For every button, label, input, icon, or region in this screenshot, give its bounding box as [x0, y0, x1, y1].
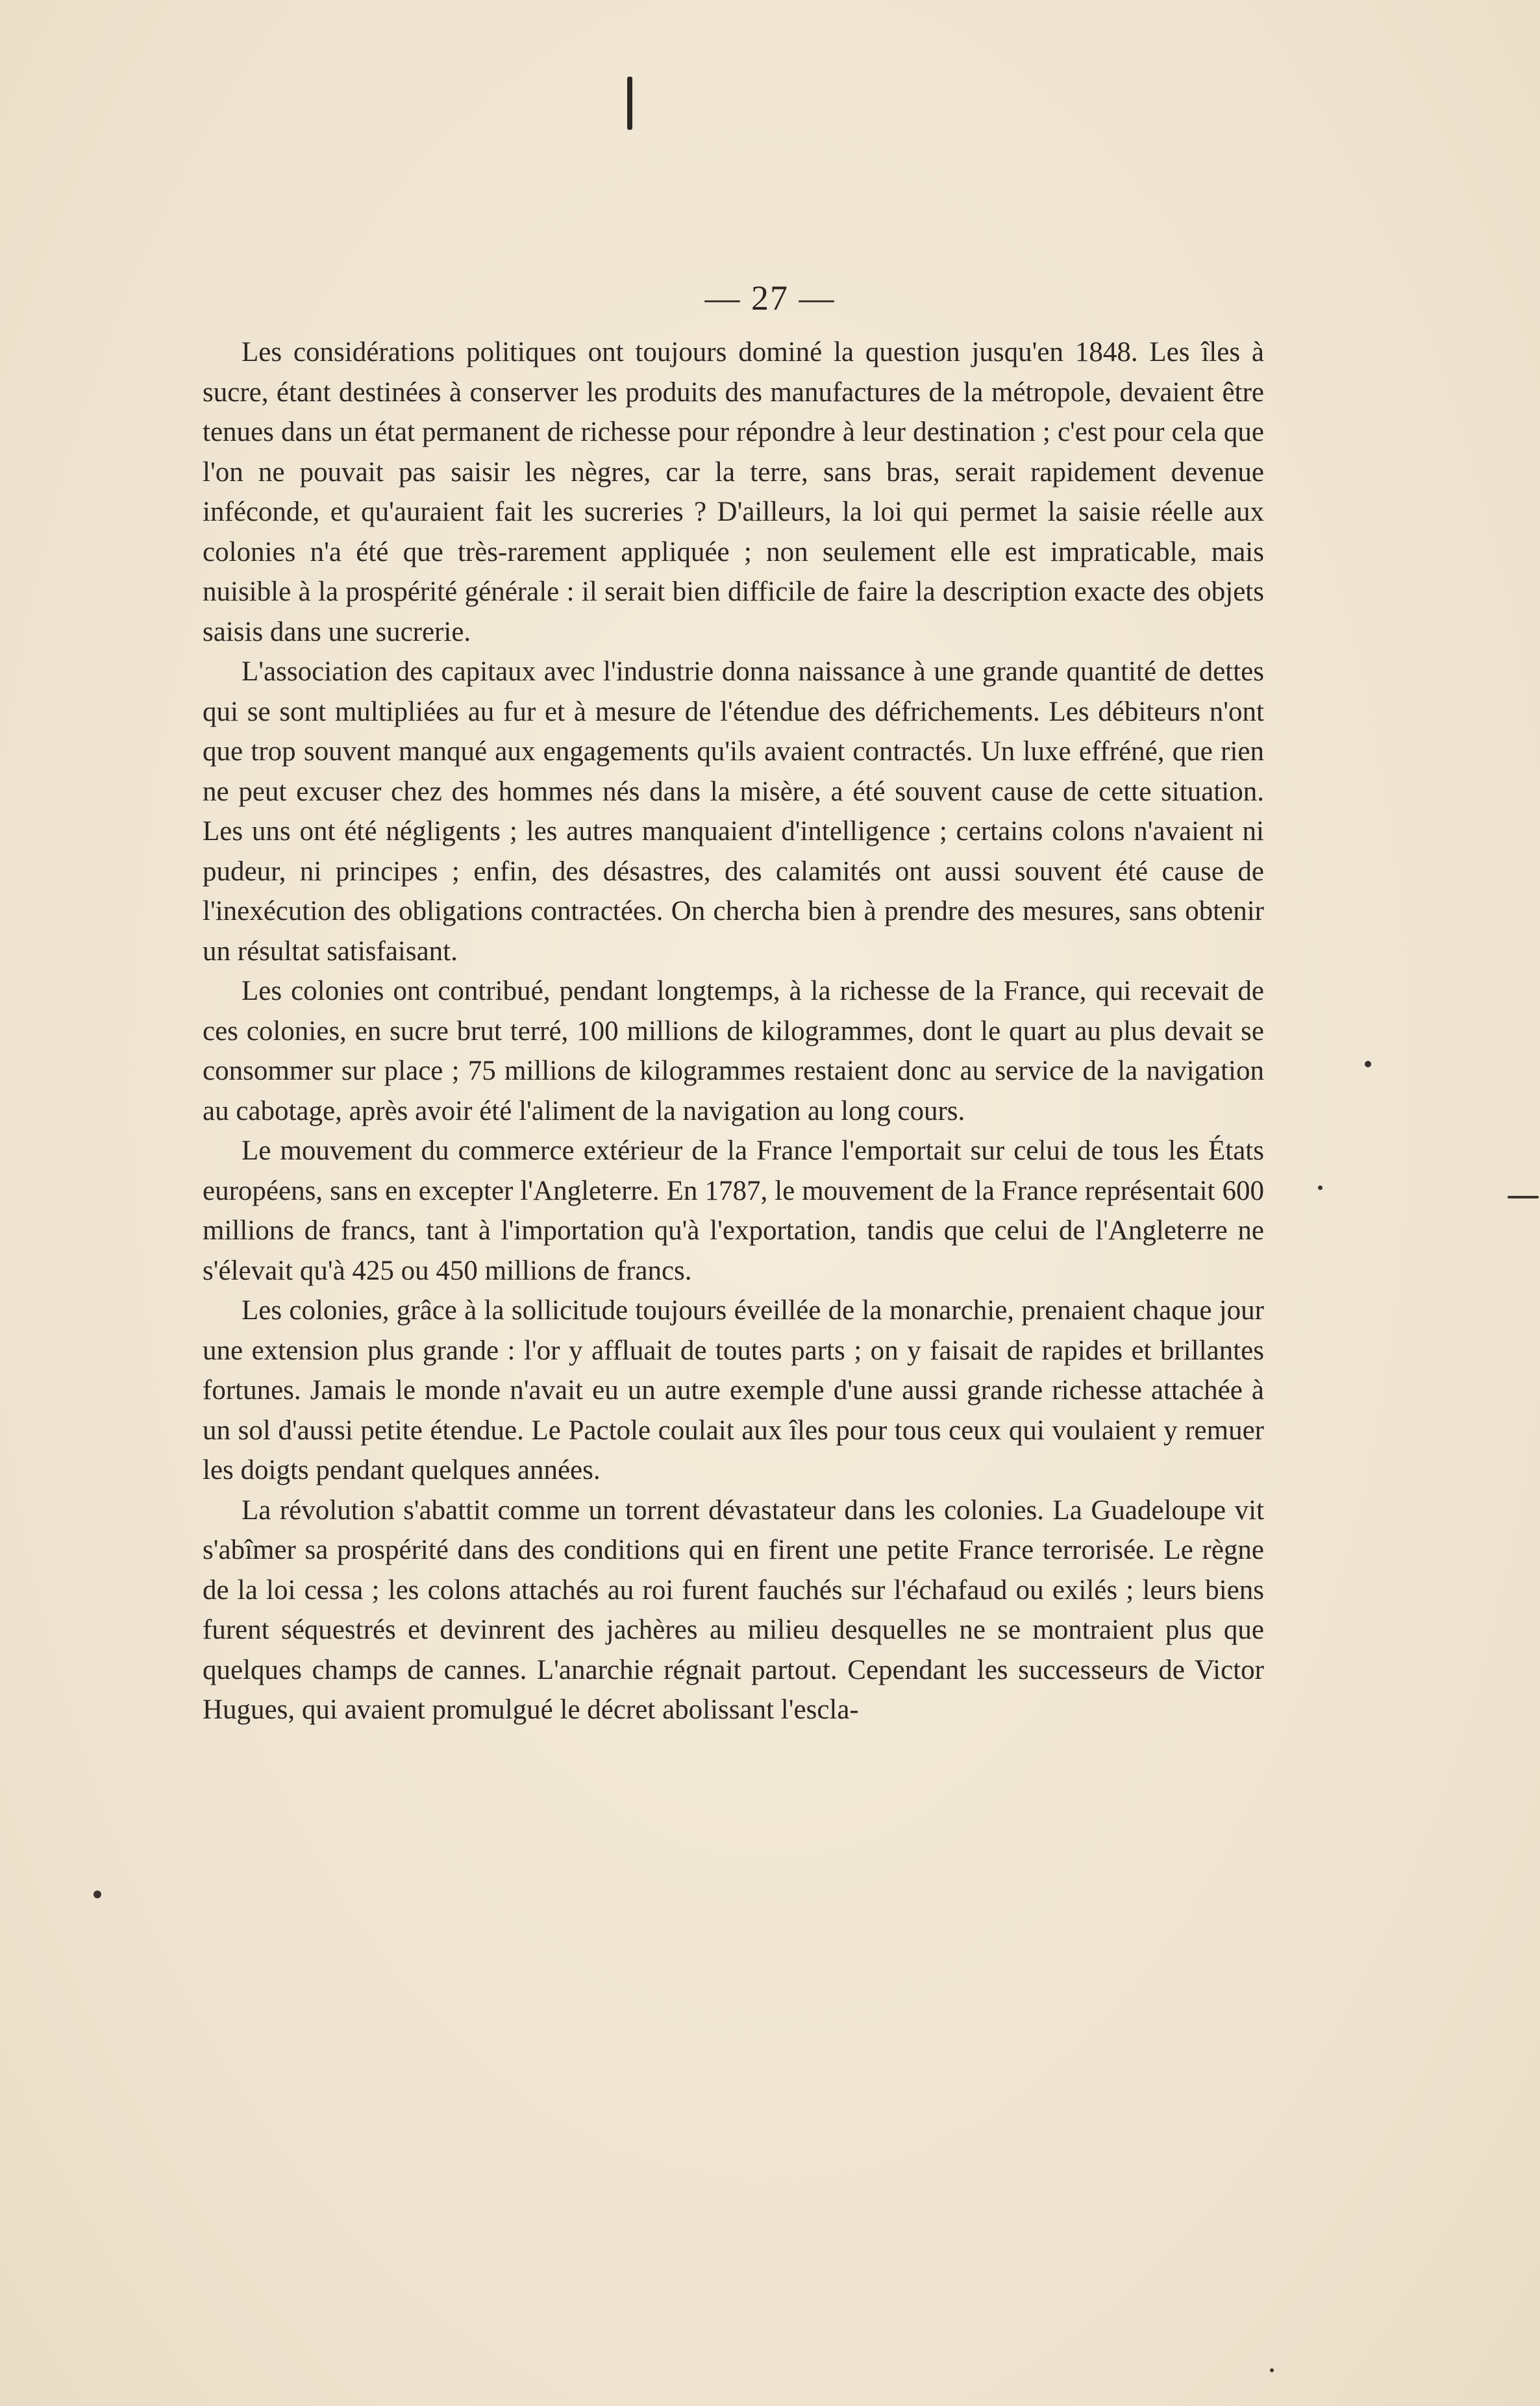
paragraph-4: Le mouvement du commerce extérieur de la France l'emportait sur celui de tous les États européens, sans en excepter l'Angleterre. En 1787, le mouvement de la France représentait 600 millions de francs, tant à l'importation qu'à l'exportation, tandis que celui de l'Angleterre ne s'élevait qu'à 425 ou 450 millions de francs.: [203, 1135, 1264, 1286]
body-text: [203, 332, 1264, 1730]
binding-mark: [627, 77, 632, 130]
ink-speck: [93, 1891, 101, 1898]
paragraph-1: Les considérations politiques ont toujours dominé la question jusqu'en 1848. Les îles à sucre, étant destinées à conserver les produits des manufactures de la métropole, devaient être tenues dans un état permanent de richesse pour répondre à leur destination ; c'est pour cela que l'on ne pouvait pas saisir les nègres, car la terre, sans bras, serait rapidement devenue inféconde, et qu'auraient fait les sucreries ? D'ailleurs, la loi qui permet la saisie réelle aux colonies n'a été que très-rarement appliquée ; non seulement elle est impraticable, mais nuisible à la prospérité générale : il serait bien difficile de faire la description exacte des objets saisis dans une sucrerie.: [203, 337, 1264, 647]
paragraph-6: La révolution s'abattit comme un torrent dévastateur dans les colonies. La Guadeloupe vit s'abîmer sa prospérité dans des conditions qui en firent une petite France terrorisée. Le règne de la loi cessa ; les colons attachés au roi furent fauchés sur l'échafaud ou exilés ; leurs biens furent séquestrés et devinrent des jachères au milieu desquelles ne se montraient plus que quelques champs de cannes. L'anarchie régnait partout. Cependant les successeurs de Victor Hugues, qui avaient promulgué le décret abolissant l'escla-: [203, 1494, 1264, 1725]
paragraph-3: Les colonies ont contribué, pendant longtemps, à la richesse de la France, qui recevait de ces colonies, en sucre brut terré, 100 millions de kilogrammes, dont le quart au plus devait se consommer sur place ; 75 millions de kilogrammes restaient donc au service de la navigation au cabotage, après avoir été l'aliment de la navigation au long cours.: [203, 976, 1264, 1126]
page-number: — 27 —: [704, 279, 836, 317]
ink-speck: [1270, 2368, 1274, 2372]
ink-speck: [1318, 1185, 1323, 1190]
paragraph-5: Les colonies, grâce à la sollicitude toujours éveillée de la monarchie, prenaient chaque jour une extension plus grande : l'or y affluait de toutes parts ; on y faisait de rapides et brillantes fortunes. Jamais le monde n'avait eu un autre exemple d'une aussi grande richesse attachée à un sol d'aussi petite étendue. Le Pactole coulait aux îles pour tous ceux qui voulaient y remuer les doigts pendant quelques années.: [203, 1295, 1264, 1485]
paragraph-2: L'association des capitaux avec l'industrie donna naissance à une grande quantité de dettes qui se sont multipliées au fur et à mesure de l'étendue des défrichements. Les débiteurs n'ont que trop souvent manqué aux engagements qu'ils avaient contractés. Un luxe effréné, que rien ne peut excuser chez des hommes nés dans la misère, a été souvent cause de cette situation. Les uns ont été négligents ; les autres manquaient d'intelligence ; certains colons n'avaient ni pudeur, ni principes ; enfin, des désastres, des calamités ont aussi souvent été cause de l'inexécution des obligations contractées. On chercha bien à prendre des mesures, sans obtenir un résultat satisfaisant.: [203, 656, 1264, 967]
ink-speck: [1365, 1061, 1371, 1067]
margin-mark: [1508, 1196, 1539, 1198]
